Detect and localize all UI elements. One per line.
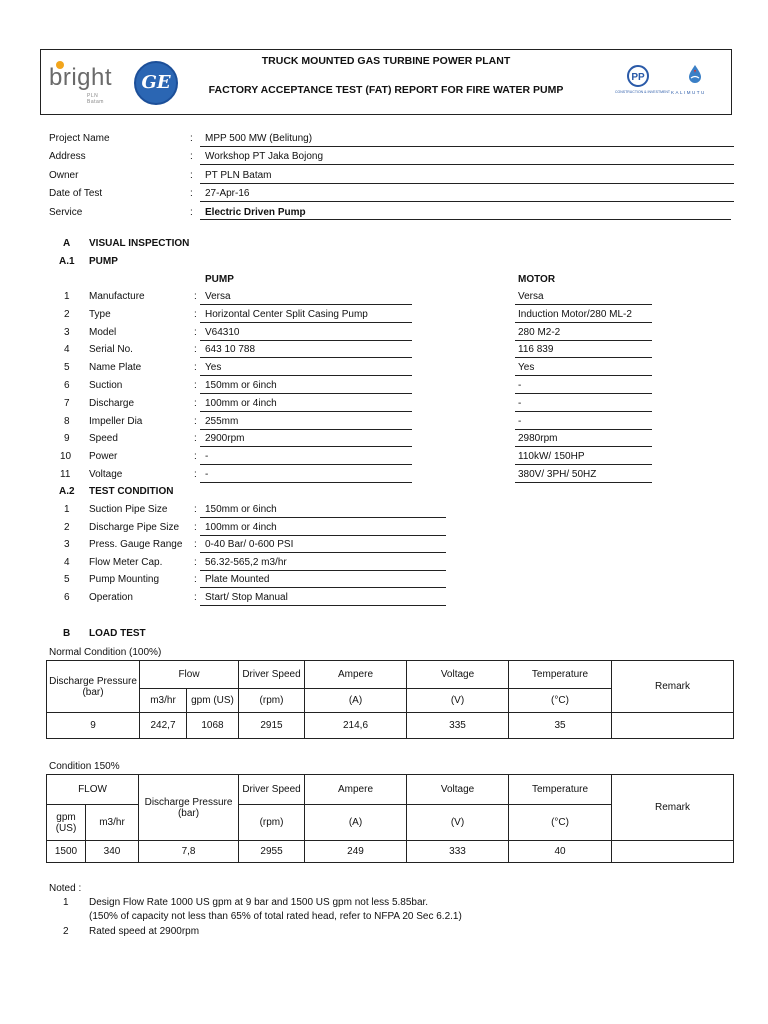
- table-row: [47, 713, 734, 739]
- item-number: 6: [64, 380, 70, 391]
- condition-150-caption: Condition 150%: [49, 761, 120, 772]
- section-a2-number: A.2: [59, 486, 75, 497]
- colon: :: [194, 539, 197, 550]
- underline: [200, 219, 731, 220]
- underline: [200, 517, 446, 518]
- underline: [515, 322, 652, 323]
- colon: :: [194, 398, 197, 409]
- motor-column-header: MOTOR: [518, 274, 556, 285]
- bright-logo-text: bright: [49, 64, 113, 91]
- item-label: Model: [89, 327, 117, 338]
- underline: [200, 552, 446, 553]
- section-a1-title: PUMP: [89, 256, 118, 267]
- test-value: 0-40 Bar/ 0-600 PSI: [205, 539, 294, 550]
- colon: :: [194, 380, 197, 391]
- ampere-header: Ampere: [305, 661, 407, 689]
- item-number: 5: [64, 362, 70, 373]
- underline: [515, 393, 652, 394]
- item-number: 1: [64, 291, 70, 302]
- colon: :: [194, 451, 197, 462]
- voltage-header: Voltage: [407, 775, 509, 805]
- ampere-unit: (A): [305, 805, 407, 841]
- ampere-unit: (A): [305, 689, 407, 713]
- underline: [515, 446, 652, 447]
- pump-value: 2900rpm: [205, 433, 245, 444]
- note-text: (150% of capacity not less than 65% of total rated head, refer to NFPA 20 Sec 6.2.1): [89, 911, 462, 922]
- condition-150-table: [46, 774, 734, 863]
- project-name-label: Project Name: [49, 133, 110, 144]
- colon: :: [194, 433, 197, 444]
- project-name-value: MPP 500 MW (Belitung): [205, 133, 313, 144]
- pump-value: Horizontal Center Split Casing Pump: [205, 309, 368, 320]
- colon: :: [194, 574, 197, 585]
- item-number: 3: [64, 327, 70, 338]
- speed-unit: (rpm): [239, 805, 305, 841]
- address-label: Address: [49, 151, 86, 162]
- colon: :: [190, 207, 193, 218]
- cell-ampere: 249: [305, 841, 407, 863]
- item-label: Pump Mounting: [89, 574, 160, 585]
- underline: [200, 464, 412, 465]
- underline: [200, 340, 412, 341]
- underline: [200, 322, 412, 323]
- kalimutu-logo-icon: [687, 64, 703, 84]
- cell-remark: [612, 713, 734, 739]
- discharge-pressure-header: Discharge Pressure (bar): [139, 775, 239, 841]
- motor-value: 110kW/ 150HP: [518, 451, 585, 462]
- colon: :: [194, 469, 197, 480]
- colon: :: [190, 170, 193, 181]
- test-value: 56.32-565,2 m3/hr: [205, 557, 287, 568]
- test-value: Start/ Stop Manual: [205, 592, 288, 603]
- underline: [200, 375, 412, 376]
- motor-value: 280 M2-2: [518, 327, 561, 338]
- item-label: Flow Meter Cap.: [89, 557, 163, 568]
- flow-gpm-header: gpm (US): [47, 805, 86, 841]
- item-label: Impeller Dia: [89, 416, 143, 427]
- cell-voltage: 333: [407, 841, 509, 863]
- section-b-letter: B: [63, 628, 71, 639]
- colon: :: [194, 291, 197, 302]
- ge-logo: GE: [134, 61, 178, 105]
- cell-temperature: 40: [509, 841, 612, 863]
- flow-header: FLOW: [47, 775, 139, 805]
- item-number: 11: [60, 469, 71, 480]
- motor-value: -: [518, 398, 522, 409]
- temperature-unit: (°C): [509, 805, 612, 841]
- colon: :: [194, 592, 197, 603]
- underline: [200, 201, 734, 202]
- item-number: 6: [64, 592, 70, 603]
- temperature-header: Temperature: [509, 661, 612, 689]
- owner-value: PT PLN Batam: [205, 170, 272, 181]
- item-label: Type: [89, 309, 111, 320]
- item-number: 9: [64, 433, 70, 444]
- date-of-test-label: Date of Test: [49, 188, 103, 199]
- colon: :: [190, 151, 193, 162]
- normal-condition-caption: Normal Condition (100%): [49, 647, 162, 658]
- colon: :: [194, 309, 197, 320]
- pp-logo: PP: [627, 65, 649, 87]
- note-text: Design Flow Rate 1000 US gpm at 9 bar and 1500 US gpm not less 5.85bar.: [89, 897, 429, 908]
- item-label: Speed: [89, 433, 118, 444]
- flow-m3hr-header: m3/hr: [86, 805, 139, 841]
- address-value: Workshop PT Jaka Bojong: [205, 151, 324, 162]
- temperature-unit: (°C): [509, 689, 612, 713]
- cell-gpm: 1500: [47, 841, 86, 863]
- flow-header: Flow: [140, 661, 239, 689]
- underline: [515, 464, 652, 465]
- pp-logo-subtext: CONSTRUCTION & INVESTMENT: [615, 90, 671, 94]
- underline: [515, 304, 652, 305]
- service-label: Service: [49, 207, 83, 218]
- underline: [200, 535, 446, 536]
- section-a-letter: A: [63, 238, 71, 249]
- test-value: 150mm or 6inch: [205, 504, 277, 515]
- pump-value: -: [205, 469, 209, 480]
- colon: :: [194, 416, 197, 427]
- section-a1-number: A.1: [59, 256, 75, 267]
- colon: :: [194, 522, 197, 533]
- section-b-title: LOAD TEST: [89, 628, 146, 639]
- item-label: Operation: [89, 592, 133, 603]
- pump-value: 100mm or 4inch: [205, 398, 277, 409]
- cell-speed: 2915: [239, 713, 305, 739]
- flow-gpm-header: gpm (US): [187, 689, 239, 713]
- owner-label: Owner: [49, 170, 79, 181]
- test-value: 100mm or 4inch: [205, 522, 277, 533]
- item-number: 8: [64, 416, 70, 427]
- voltage-header: Voltage: [407, 661, 509, 689]
- cell-remark: [612, 841, 734, 863]
- pump-value: Versa: [205, 291, 231, 302]
- item-number: 2: [64, 522, 70, 533]
- motor-value: 116 839: [518, 344, 554, 355]
- motor-value: 2980rpm: [518, 433, 558, 444]
- item-number: 4: [64, 344, 70, 355]
- driver-speed-header: Driver Speed: [239, 661, 305, 689]
- notes-title: Noted :: [49, 883, 82, 894]
- colon: :: [190, 188, 193, 199]
- underline: [200, 183, 734, 184]
- item-label: Press. Gauge Range: [89, 539, 183, 550]
- item-label: Voltage: [89, 469, 123, 480]
- remark-header: Remark: [612, 661, 734, 713]
- item-label: Power: [89, 451, 118, 462]
- driver-speed-header: Driver Speed: [239, 775, 305, 805]
- item-label: Manufacture: [89, 291, 145, 302]
- underline: [515, 482, 652, 483]
- cell-pressure: 7,8: [139, 841, 239, 863]
- cell-voltage: 335: [407, 713, 509, 739]
- note-text: Rated speed at 2900rpm: [89, 926, 200, 937]
- voltage-unit: (V): [407, 689, 509, 713]
- section-a-title: VISUAL INSPECTION: [89, 238, 190, 249]
- cell-pressure: 9: [47, 713, 140, 739]
- speed-unit: (rpm): [239, 689, 305, 713]
- discharge-pressure-header: Discharge Pressure (bar): [47, 661, 140, 713]
- underline: [200, 411, 412, 412]
- cell-m3hr: 242,7: [140, 713, 187, 739]
- cell-m3hr: 340: [86, 841, 139, 863]
- colon: :: [194, 327, 197, 338]
- underline: [200, 587, 446, 588]
- underline: [200, 482, 412, 483]
- underline: [200, 304, 412, 305]
- item-number: 10: [60, 451, 72, 462]
- motor-value: -: [518, 416, 522, 427]
- section-a2-title: TEST CONDITION: [89, 486, 174, 497]
- item-label: Discharge Pipe Size: [89, 522, 180, 533]
- underline: [200, 605, 446, 606]
- pump-value: 255mm: [205, 416, 239, 427]
- pump-value: 150mm or 6inch: [205, 380, 277, 391]
- item-number: 3: [64, 539, 70, 550]
- pump-value: 643 10 788: [205, 344, 256, 355]
- date-of-test-value: 27-Apr-16: [205, 188, 250, 199]
- underline: [515, 357, 652, 358]
- item-number: 4: [64, 557, 70, 568]
- normal-condition-table: [46, 660, 734, 739]
- colon: :: [190, 133, 193, 144]
- underline: [200, 164, 734, 165]
- underline: [200, 570, 446, 571]
- colon: :: [194, 344, 197, 355]
- cell-temperature: 35: [509, 713, 612, 739]
- ampere-header: Ampere: [305, 775, 407, 805]
- pump-value: Yes: [205, 362, 222, 373]
- report-title-line1: TRUCK MOUNTED GAS TURBINE POWER PLANT: [261, 55, 511, 67]
- colon: :: [194, 362, 197, 373]
- item-label: Suction: [89, 380, 123, 391]
- remark-header: Remark: [612, 775, 734, 841]
- kalimutu-logo-subtext: KALIMUTU: [671, 90, 706, 95]
- item-label: Name Plate: [89, 362, 142, 373]
- temperature-header: Temperature: [509, 775, 612, 805]
- item-number: 5: [64, 574, 70, 585]
- table-row: [47, 841, 734, 863]
- item-label: Discharge: [89, 398, 135, 409]
- flow-m3hr-header: m3/hr: [140, 689, 187, 713]
- cell-speed: 2955: [239, 841, 305, 863]
- motor-value: Induction Motor/280 ML-2: [518, 309, 632, 320]
- bright-logo-subtext: PLN Batam: [87, 93, 104, 105]
- underline: [200, 429, 412, 430]
- report-header: [40, 49, 732, 115]
- motor-value: -: [518, 380, 522, 391]
- underline: [200, 393, 412, 394]
- pump-column-header: PUMP: [205, 274, 234, 285]
- service-value: Electric Driven Pump: [205, 207, 306, 218]
- underline: [200, 146, 734, 147]
- colon: :: [194, 557, 197, 568]
- cell-gpm: 1068: [187, 713, 239, 739]
- pump-value: -: [205, 451, 209, 462]
- note-number: 1: [63, 897, 69, 908]
- item-label: Suction Pipe Size: [89, 504, 168, 515]
- underline: [515, 375, 652, 376]
- item-number: 2: [64, 309, 70, 320]
- pump-value: V64310: [205, 327, 240, 338]
- underline: [200, 357, 412, 358]
- underline: [200, 446, 412, 447]
- colon: :: [194, 504, 197, 515]
- cell-ampere: 214,6: [305, 713, 407, 739]
- report-title-line2: FACTORY ACCEPTANCE TEST (FAT) REPORT FOR FIRE WATER PUMP: [208, 84, 564, 96]
- item-number: 7: [64, 398, 70, 409]
- underline: [515, 411, 652, 412]
- item-number: 1: [64, 504, 70, 515]
- motor-value: Yes: [518, 362, 535, 373]
- motor-value: Versa: [518, 291, 544, 302]
- item-label: Serial No.: [89, 344, 133, 355]
- note-number: 2: [63, 926, 69, 937]
- test-value: Plate Mounted: [205, 574, 270, 585]
- voltage-unit: (V): [407, 805, 509, 841]
- underline: [515, 429, 652, 430]
- underline: [515, 340, 652, 341]
- motor-value: 380V/ 3PH/ 50HZ: [518, 469, 597, 480]
